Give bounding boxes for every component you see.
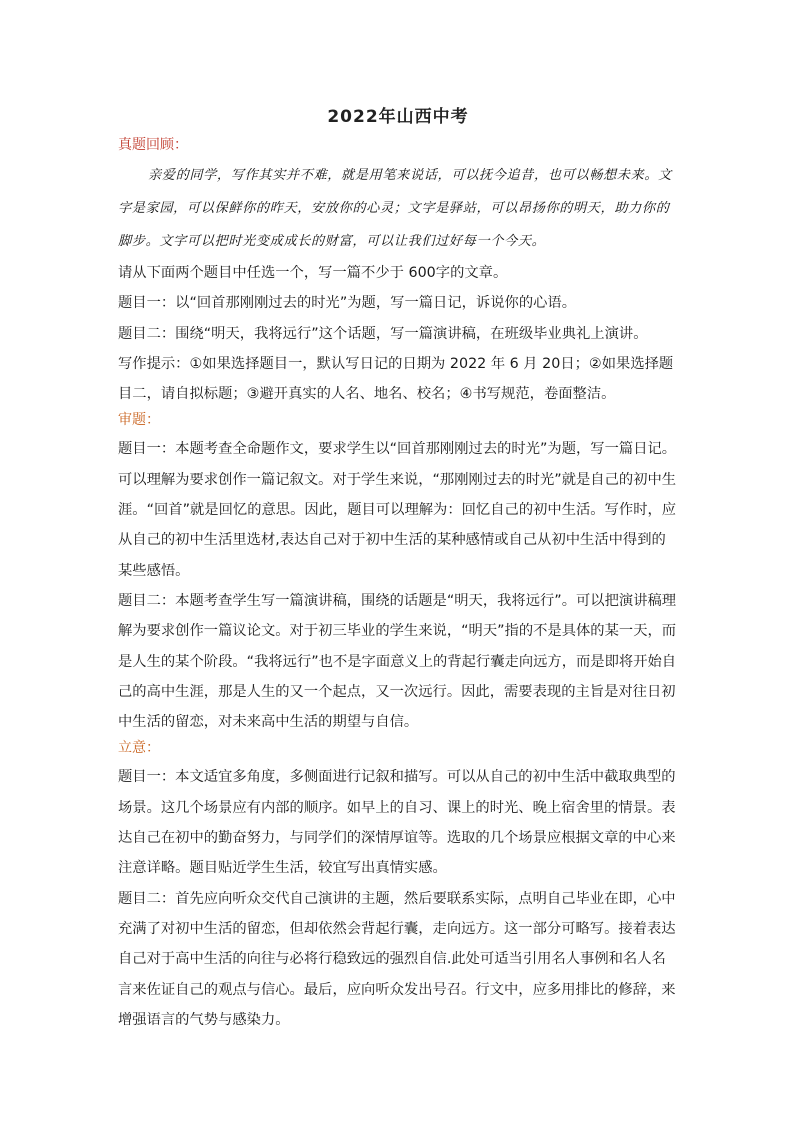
section-analysis	[118, 410, 678, 737]
analysis-topic-2: 题目二：本题考查学生写一篇演讲稿，围绕的话题是“明天，我将远行”。可以把演讲稿理解为要求创作一篇议论文。对于初三毕业的学生来说，“明天”指的不是具体的某一天，而是人生的某个阶段。“我将远行”也不是字面意义上的背起行囊走向远方，而是即将开始自己的高中生涯，那是人生的又一个起点，又一次远行。因此，需要表现的主旨是对往日初中生活的留恋，对未来高中生活的期望与自信。	[118, 592, 677, 731]
section-label-idea: 立意：	[118, 740, 160, 757]
section-idea	[118, 738, 678, 1035]
idea-topic-1: 题目一：本文适宜多角度，多侧面进行记叙和描写。可以从自己的初中生活中截取典型的场景。这几个场景应有内部的顺序。如早上的自习、课上的时光、晚上宿舍里的情景。表达自己在初中的勤奋努力，与同学们的深情厚谊等。选取的几个场景应根据文章的中心来注意详略。题目贴近学生生活，较宜写出真情实感。	[118, 769, 676, 877]
writing-tips: 写作提示：①如果选择题目一，默认写日记的日期为 2022 年 6 月 20日；②如果选择题目二，请自拟标题；③避开真实的人名、地名、校名；④书写规范，卷面整洁。	[118, 355, 674, 403]
exam-topic-2: 题目二：围绕“明天，我将远行”这个话题，写一篇演讲稿，在班级毕业典礼上演讲。	[118, 325, 648, 342]
exam-prompt: 亲爱的同学，写作其实并不难，就是用笔来说话，可以抚今追昔，也可以畅想未来。文字是家园，可以保鲜你的昨天，安放你的心灵；文字是驿站，可以昂扬你的明天，助力你的脚步。文字可以把时光变成成长的财富，可以让我们过好每一个今天。	[118, 168, 672, 249]
section-review	[118, 135, 678, 409]
analysis-topic-1: 题目一：本题考查全命题作文，要求学生以“回首那刚刚过去的时光”为题，写一篇日记。可以理解为要求创作一篇记叙文。对于学生来说，“那刚刚过去的时光”就是自己的初中生涯。“回首”就是回忆的意思。因此，题目可以理解为：回忆自己的初中生活。写作时，应从自己的初中生活里选材,表达自己对于初中生活的某种感情或自己从初中生活中得到的某些感悟。	[118, 441, 677, 579]
exam-topic-1: 题目一：以“回首那刚刚过去的时光”为题，写一篇日记，诉说你的心语。	[118, 295, 577, 312]
exam-instruction: 请从下面两个题目中任选一个，写一篇不少于 600字的文章。	[118, 265, 508, 281]
page-title: 2022年山西中考	[327, 107, 469, 127]
section-label-analysis: 审题：	[118, 412, 160, 429]
idea-topic-2: 题目二：首先应向听众交代自己演讲的主题，然后要联系实际，点明自己毕业在即，心中充满了对初中生活的留恋，但却依然会背起行囊，走向远方。这一部分可略写。接着表达自己对于高中生活的向往与必将行稳致远的强烈自信.此处可适当引用名人事例和名人名言来佐证自己的观点与信心。最后，应向听众发出号召。行文中，应多用排比的修辞，来增强语言的气势与感染力。	[118, 890, 676, 1028]
section-label-review: 真题回顾：	[118, 137, 188, 153]
document-page	[118, 100, 678, 1035]
